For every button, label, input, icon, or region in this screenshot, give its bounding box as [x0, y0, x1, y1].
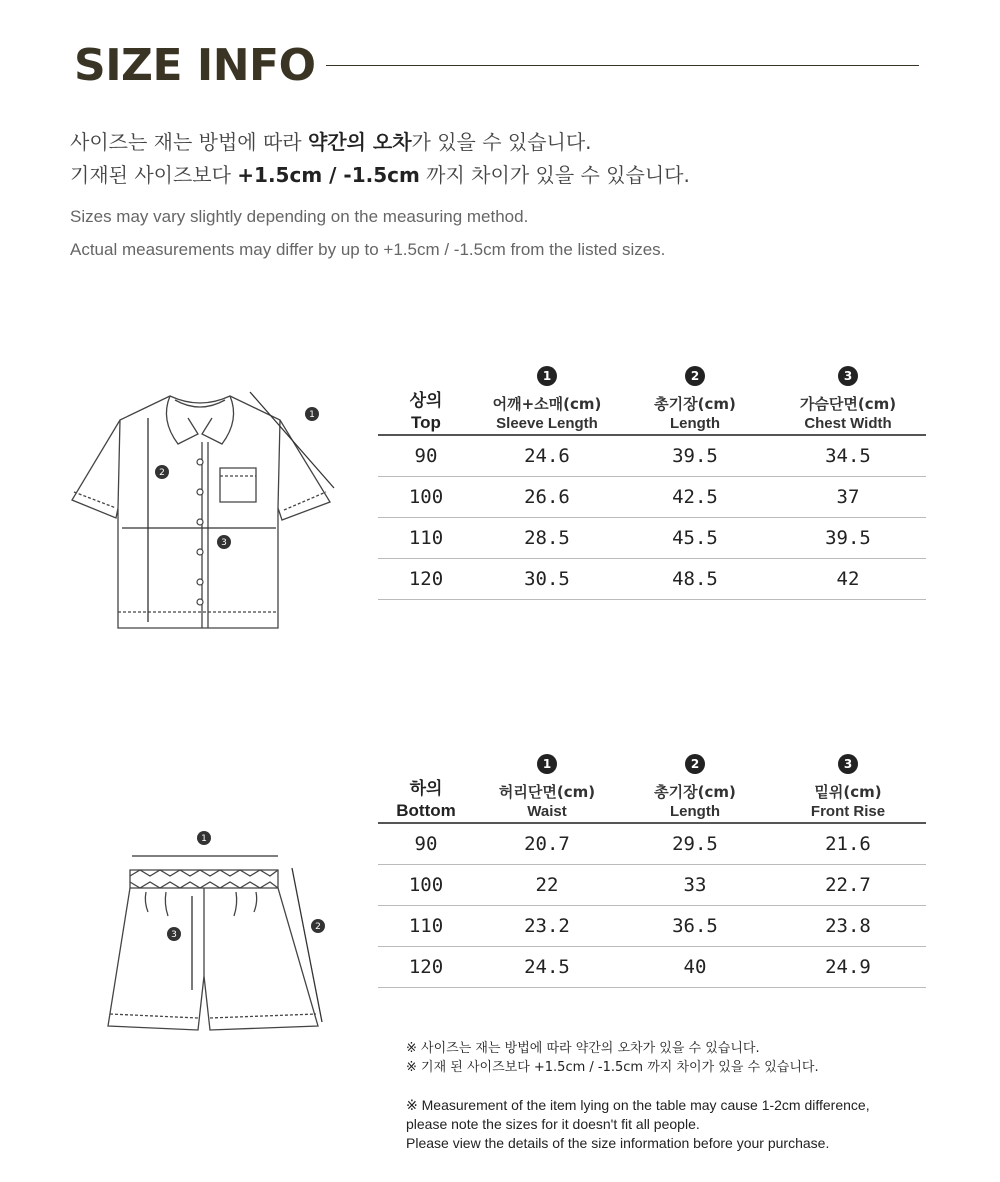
column-header-2: [620, 754, 770, 823]
page-title: SIZE INFO: [74, 40, 316, 91]
table-row: [378, 906, 926, 947]
top-diagram-label-2: 2: [159, 468, 165, 478]
ko-emphasis: 약간의 오차: [307, 130, 412, 154]
size-cell: 100: [378, 865, 474, 906]
column-header-3: [770, 754, 926, 823]
top-shirt-diagram: [60, 380, 360, 640]
size-cell: 120: [378, 559, 474, 600]
ko-emphasis: +1.5cm / -1.5cm: [237, 163, 420, 187]
value-cell: 22: [474, 865, 620, 906]
column-header-2: [620, 366, 770, 435]
value-cell: 45.5: [620, 518, 770, 559]
category-ko: 상의: [409, 391, 443, 411]
column-ko: 어깨+소매(cm): [492, 395, 602, 413]
category-en: Top: [411, 413, 441, 432]
notes-ko: [406, 1039, 819, 1077]
note-line: ※ Measurement of the item lying on the table may cause 1-2cm difference,: [406, 1097, 870, 1113]
column-header-3: [770, 366, 926, 435]
value-cell: 34.5: [770, 435, 926, 477]
note-line: Please view the details of the size information before your purchase.: [406, 1135, 830, 1151]
table-row: [378, 435, 926, 477]
value-cell: 30.5: [474, 559, 620, 600]
size-cell: 110: [378, 906, 474, 947]
en-notice-line-1: Sizes may vary slightly depending on the measuring method.: [70, 207, 529, 226]
value-cell: 26.6: [474, 477, 620, 518]
bottom-size-table: [378, 754, 926, 988]
number-badge: 3: [838, 754, 858, 774]
ko-text: 사이즈는 재는 방법에 따라: [70, 130, 308, 154]
bottom-diagram-label-2: 2: [315, 922, 321, 932]
number-badge: 3: [838, 366, 858, 386]
category-en: Bottom: [396, 801, 456, 820]
category-ko: 하의: [409, 779, 443, 799]
column-ko: 밑위(cm): [814, 783, 882, 801]
value-cell: 37: [770, 477, 926, 518]
column-en: Chest Width: [804, 415, 892, 432]
number-badge: 2: [685, 366, 705, 386]
value-cell: 36.5: [620, 906, 770, 947]
value-cell: 39.5: [620, 435, 770, 477]
table-row: [378, 823, 926, 865]
column-ko: 총기장(cm): [654, 395, 736, 413]
column-en: Length: [670, 803, 720, 820]
ko-notice-line-2: [70, 163, 690, 187]
top-diagram-label-3: 3: [221, 538, 227, 548]
ko-text: 까지 차이가 있을 수 있습니다.: [419, 163, 690, 187]
column-en: Front Rise: [810, 803, 886, 820]
ko-notice-line-1: [70, 130, 592, 154]
column-ko: 가슴단면(cm): [799, 395, 897, 413]
category-header: [378, 366, 474, 435]
value-cell: 29.5: [620, 823, 770, 865]
value-cell: 42: [770, 559, 926, 600]
note-line: ※ 기재 된 사이즈보다 +1.5cm / -1.5cm 까지 차이가 있을 수 있습니다.: [406, 1060, 819, 1075]
column-ko: 허리단면(cm): [498, 783, 596, 801]
size-cell: 100: [378, 477, 474, 518]
column-en: Sleeve Length: [496, 415, 598, 432]
value-cell: 23.8: [770, 906, 926, 947]
column-header-1: [474, 366, 620, 435]
table-row: [378, 947, 926, 988]
column-en: Length: [670, 415, 720, 432]
size-cell: 90: [378, 435, 474, 477]
ko-text: 가 있을 수 있습니다.: [411, 130, 592, 154]
bottom-diagram-label-3: 3: [171, 930, 177, 940]
table-row: [378, 559, 926, 600]
value-cell: 42.5: [620, 477, 770, 518]
number-badge: 1: [537, 366, 557, 386]
size-cell: 120: [378, 947, 474, 988]
table-row: [378, 865, 926, 906]
bottom-diagram-label-1: 1: [201, 834, 207, 844]
value-cell: 23.2: [474, 906, 620, 947]
value-cell: 20.7: [474, 823, 620, 865]
notes-en: [406, 1096, 870, 1153]
value-cell: 21.6: [770, 823, 926, 865]
value-cell: 48.5: [620, 559, 770, 600]
value-cell: 39.5: [770, 518, 926, 559]
value-cell: 28.5: [474, 518, 620, 559]
en-notice-line-2: Actual measurements may differ by up to +1.5cm / -1.5cm from the listed sizes.: [70, 240, 666, 259]
size-cell: 110: [378, 518, 474, 559]
note-line: ※ 사이즈는 재는 방법에 따라 약간의 오차가 있을 수 있습니다.: [406, 1041, 760, 1056]
size-cell: 90: [378, 823, 474, 865]
table-row: [378, 477, 926, 518]
number-badge: 1: [537, 754, 557, 774]
table-row: [378, 518, 926, 559]
number-badge: 2: [685, 754, 705, 774]
top-diagram-label-1: 1: [309, 410, 315, 420]
value-cell: 33: [620, 865, 770, 906]
column-en: Waist: [527, 803, 567, 820]
top-size-table: [378, 366, 926, 600]
value-cell: 22.7: [770, 865, 926, 906]
value-cell: 24.5: [474, 947, 620, 988]
column-header-1: [474, 754, 620, 823]
column-ko: 총기장(cm): [654, 783, 736, 801]
ko-text: 기재된 사이즈보다: [70, 163, 238, 187]
value-cell: 24.9: [770, 947, 926, 988]
value-cell: 40: [620, 947, 770, 988]
category-header: [378, 754, 474, 823]
note-line: please note the sizes for it doesn't fit all people.: [406, 1116, 700, 1132]
title-divider: [326, 65, 919, 66]
bottom-shorts-diagram: [96, 826, 336, 1041]
value-cell: 24.6: [474, 435, 620, 477]
